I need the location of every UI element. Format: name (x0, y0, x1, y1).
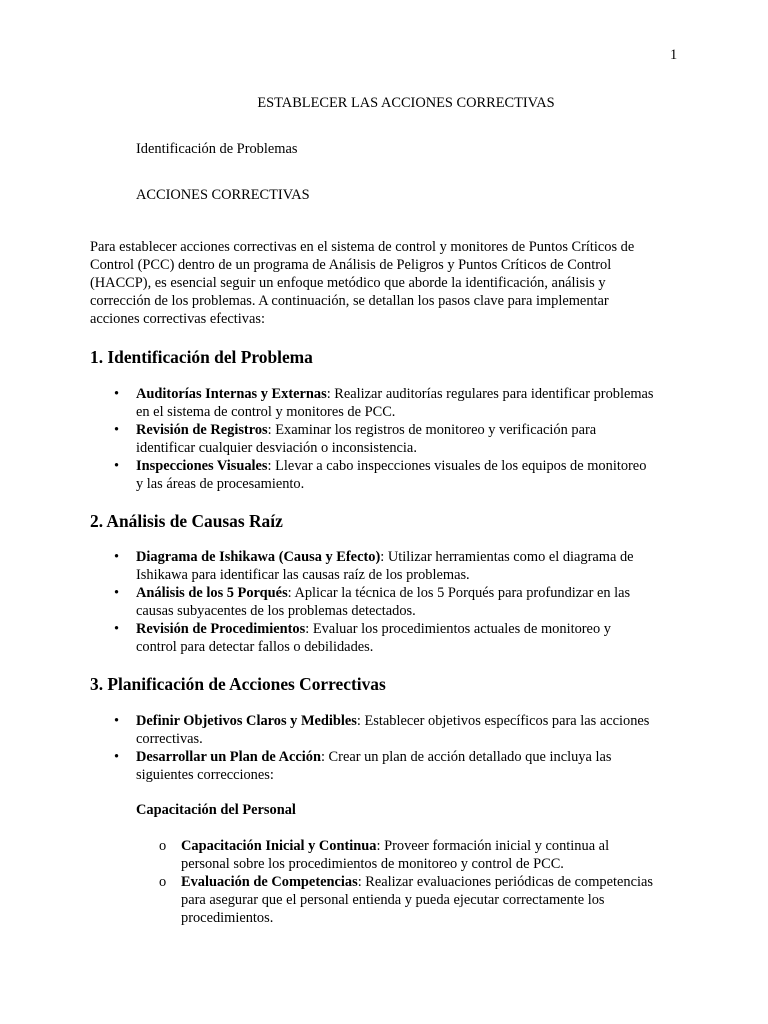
sub-bullet-list (181, 837, 653, 927)
intro-line: corrección de los problemas. A continuación, se detallan los pasos clave para implementar (90, 293, 609, 309)
item-text: : Proveer formación inicial y continua al (376, 838, 610, 854)
intro-line: Control (PCC) dentro de un programa de Análisis de Peligros y Puntos Críticos de Control (90, 257, 612, 273)
item-text: siguientes correcciones: (136, 767, 274, 783)
list-item (136, 584, 634, 620)
item-text: : Crear un plan de acción detallado que incluya las (320, 749, 612, 765)
item-text: causas subyacentes de los problemas detectados. (136, 603, 416, 619)
item-text: correctivas. (136, 731, 203, 747)
item-text: identificar cualquier desviación o inconsistencia. (136, 440, 417, 456)
item-term: Análisis de los 5 Porqués (136, 585, 288, 601)
section-heading: 2. Análisis de Causas Raíz (90, 511, 283, 531)
intro-line: (HACCP), es esencial seguir un enfoque metódico que aborde la identificación, análisis y (90, 275, 606, 291)
item-term: Capacitación Inicial y Continua (181, 838, 377, 854)
item-text: : Evaluar los procedimientos actuales de monitoreo y (305, 621, 611, 637)
page-number: 1 (670, 47, 678, 63)
item-term: Auditorías Internas y Externas (136, 386, 327, 402)
item-term: Evaluación de Competencias (181, 874, 358, 890)
sub-list-item (181, 873, 653, 927)
intro-line: Para establecer acciones correctivas en el sistema de control y monitores de Puntos Críticos de (90, 239, 635, 255)
item-text: control para detectar fallos o debilidades. (136, 639, 374, 655)
item-text: : Utilizar herramientas como el diagrama de (380, 549, 634, 565)
item-text: en el sistema de control y monitores de PCC. (136, 404, 396, 420)
intro-paragraph (90, 238, 675, 328)
item-term: Desarrollar un Plan de Acción (136, 749, 321, 765)
list-item (136, 620, 634, 656)
item-text: Ishikawa para identificar las causas raíz de los problemas. (136, 567, 470, 583)
item-term: Revisión de Registros (136, 422, 268, 438)
item-text: : Aplicar la técnica de los 5 Porqués para profundizar en las (287, 585, 631, 601)
subtitle-problem-identification: Identificación de Problemas (136, 141, 298, 157)
subsection-heading: Capacitación del Personal (136, 802, 296, 818)
item-term: Definir Objetivos Claros y Medibles (136, 713, 357, 729)
item-term: Revisión de Procedimientos (136, 621, 306, 637)
item-text: : Establecer objetivos específicos para las acciones (356, 713, 650, 729)
section-heading: 1. Identificación del Problema (90, 347, 313, 367)
bullet-list (136, 385, 654, 493)
item-term: Inspecciones Visuales (136, 458, 268, 474)
intro-line: acciones correctivas efectivas: (90, 311, 265, 327)
item-text: : Examinar los registros de monitoreo y verificación para (267, 422, 597, 438)
subtitle-corrective-actions: ACCIONES CORRECTIVAS (136, 187, 310, 203)
list-item (136, 421, 654, 457)
list-item (136, 548, 634, 584)
item-text: procedimientos. (181, 910, 274, 926)
list-item (136, 712, 649, 748)
item-text: personal sobre los procedimientos de monitoreo y control de PCC. (181, 856, 564, 872)
list-item (136, 385, 654, 421)
item-text: : Realizar auditorías regulares para identificar problemas (326, 386, 654, 402)
document-title: ESTABLECER LAS ACCIONES CORRECTIVAS (257, 95, 555, 111)
bullet-list (136, 712, 649, 784)
item-text: y las áreas de procesamiento. (136, 476, 305, 492)
item-text: : Llevar a cabo inspecciones visuales de los equipos de monitoreo (267, 458, 647, 474)
item-term: Diagrama de Ishikawa (Causa y Efecto) (136, 549, 381, 565)
sub-list-item (181, 837, 653, 873)
bullet-list (136, 548, 634, 656)
item-text: : Realizar evaluaciones periódicas de competencias (357, 874, 653, 890)
section-heading: 3. Planificación de Acciones Correctivas (90, 674, 386, 694)
list-item (136, 748, 649, 784)
item-text: para asegurar que el personal entienda y pueda ejecutar correctamente los (181, 892, 605, 908)
list-item (136, 457, 654, 493)
